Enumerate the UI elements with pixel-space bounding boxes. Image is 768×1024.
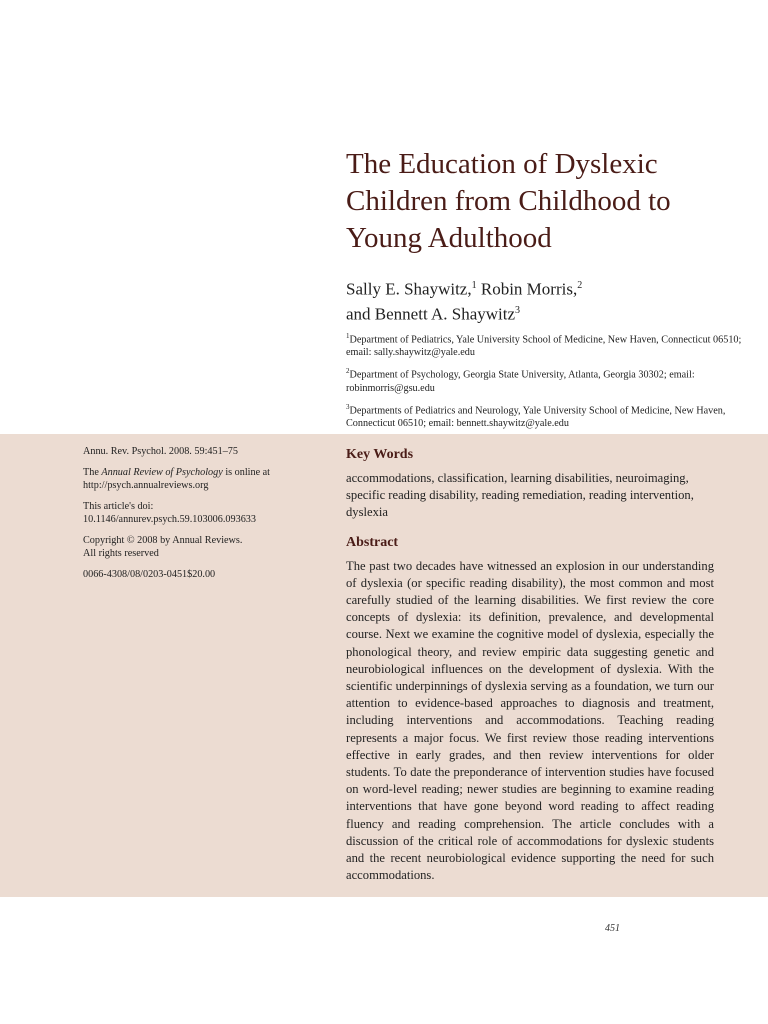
author-list (346, 275, 746, 324)
abstract-text: The past two decades have witnessed an explosion in our understanding of dyslexia (or specific reading disability), the most common and most carefully studied of the learning disabilities. We first review the core concepts of dyslexia: its definition, prevalence, and developmental course. Next we examine the cognitive model of dyslexia, especially the phonological theory, and review empiric data suggesting genetic and neurobiological influences on the development of dyslexia. With the scientific underpinnings of dyslexia serving as a foundation, we turn our attention to evidence-based approaches to diagnosis and treatment, including interventions and accommodations. Teaching reading represents a major focus. We first review those reading interventions effective in early grades, and then review interventions for older students. To date the preponderance of intervention studies have focused on word-level reading; newer studies are beginning to examine reading interventions that have gone beyond word reading to affect reading fluency and reading comprehension. The article concludes with a discussion of the critical role of accommodations for dyslexic students and the recent neurobiological evidence supporting the need for such accommodations. (346, 558, 714, 883)
affiliation-1-text: Department of Pediatrics, Yale University School of Medicine, New Haven, Connecticut 06510; email: sally.shaywitz@yale.edu (346, 334, 742, 359)
affiliations (346, 330, 746, 436)
author-connector: and (346, 304, 371, 324)
online-suffix: is online at (225, 467, 271, 478)
affiliation-3 (346, 401, 746, 430)
keywords-text: accommodations, classification, learning disabilities, neuroimaging, specific reading disability, reading remediation, reading intervention, dyslexia (346, 471, 694, 520)
author-3: Bennett A. Shaywitz (374, 304, 516, 324)
affiliation-1-mark: 1 (346, 332, 350, 340)
journal-name: Annual Review of Psychology (101, 467, 223, 478)
abstract-heading: Abstract (346, 534, 399, 550)
citation: Annu. Rev. Psychol. 2008. 59:451–75 (83, 446, 238, 457)
author-3-affil-mark: 3 (515, 304, 521, 316)
author-1: Sally E. Shaywitz, (346, 279, 472, 299)
doi-info (83, 500, 283, 526)
author-1-affil-mark: 1 (471, 280, 477, 291)
keywords-heading: Key Words (346, 447, 414, 462)
author-2: Robin Morris, (480, 279, 578, 299)
article-title: The Education of Dyslexic Children from Childhood to Young Adulthood (346, 148, 671, 254)
online-prefix: The (83, 467, 99, 478)
online-info (83, 466, 283, 492)
rights: All rights reserved (83, 548, 159, 559)
affiliation-1 (346, 330, 746, 359)
publication-info (83, 445, 283, 589)
affiliation-2-text: Department of Psychology, Georgia State University, Atlanta, Georgia 30302; email: robinmorris@gsu.edu (346, 369, 695, 394)
doi-label: This article's doi: (83, 501, 154, 512)
page-number: 451 (605, 923, 620, 934)
copyright: Copyright © 2008 by Annual Reviews. (83, 535, 243, 546)
abstract-column (346, 446, 714, 884)
issn: 0066-4308/08/0203-0451$20.00 (83, 569, 216, 580)
journal-url[interactable]: http://psych.annualreviews.org (83, 480, 209, 491)
affiliation-2 (346, 365, 746, 394)
affiliation-3-text: Departments of Pediatrics and Neurology, Yale University School of Medicine, New Haven, Connecticut 06510; email: bennett.shaywitz@yale.edu (346, 405, 726, 430)
doi-value[interactable]: 10.1146/annurev.psych.59.103006.093633 (83, 514, 256, 525)
affiliation-2-mark: 2 (346, 367, 350, 376)
author-2-affil-mark: 2 (577, 280, 583, 291)
copyright-info (83, 534, 283, 560)
affiliation-3-mark: 3 (346, 402, 350, 411)
